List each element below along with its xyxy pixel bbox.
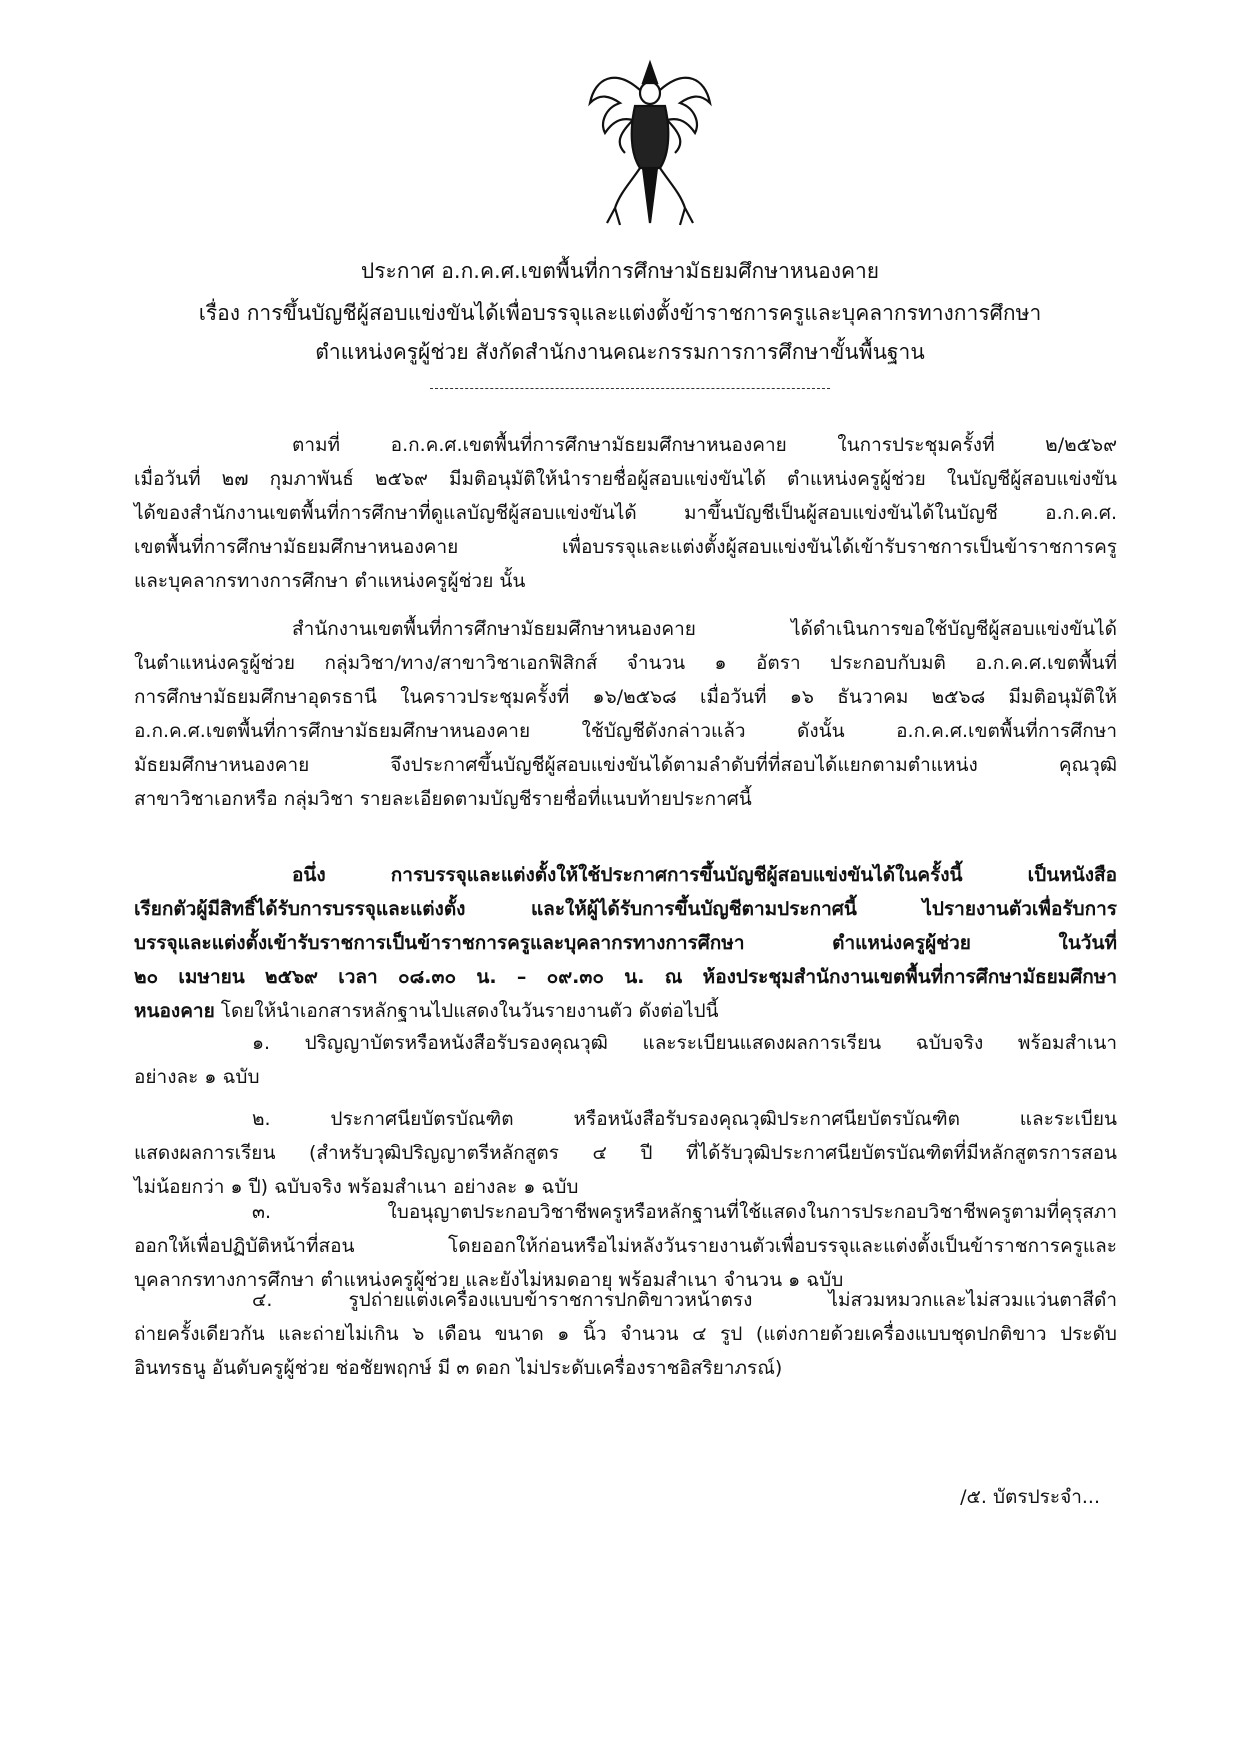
document-item-4 [134, 1283, 1117, 1385]
text-line [134, 1060, 1117, 1094]
text-line [134, 994, 1117, 1028]
text-line-content: ๓. ใบอนุญาตประกอบวิชาชีพครูหรือหลักฐานที่ใช้แสดงในการประกอบวิชาชีพครูตามที่คุรุสภา [252, 1201, 1117, 1223]
text-line [134, 960, 1117, 994]
text-line-content: ในตำแหน่งครูผู้ช่วย กลุ่มวิชา/ทาง/สาขาวิชาเอกฟิสิกส์ จำนวน ๑ อัตรา ประกอบกับมติ อ.ก.ค.ศ.เขตพื้นที่ [134, 652, 1117, 674]
text-line-content: อนึ่ง การบรรจุและแต่งตั้งให้ใช้ประกาศการขึ้นบัญชีผู้สอบแข่งขันได้ในครั้งนี้ เป็นหนังสือ [292, 864, 1117, 886]
text-line-content: อ.ก.ค.ศ.เขตพื้นที่การศึกษามัธยมศึกษาหนองคาย ใช้บัญชีดังกล่าวแล้ว ดังนั้น อ.ก.ค.ศ.เขตพื้นที่การศึกษา [134, 720, 1117, 742]
text-line [134, 462, 1117, 496]
text-line-content: ตามที่ อ.ก.ค.ศ.เขตพื้นที่การศึกษามัธยมศึกษาหนองคาย ในการประชุมครั้งที่ ๒/๒๕๖๙ [292, 434, 1117, 456]
text-line-content: ๒. ประกาศนียบัตรบัณฑิต หรือหนังสือรับรองคุณวุฒิประกาศนียบัตรบัณฑิต และระเบียน [252, 1108, 1117, 1130]
text-line-content: เรียกตัวผู้มีสิทธิ์ได้รับการบรรจุและแต่งตั้ง และให้ผู้ได้รับการขึ้นบัญชีตามประกาศนี้ ไปรายงานตัวเพื่อรับการ [134, 898, 1117, 920]
text-line-content: เมื่อวันที่ ๒๗ กุมภาพันธ์ ๒๕๖๙ มีมติอนุมัติให้นำรายชื่อผู้สอบแข่งขันได้ ตำแหน่งครูผู้ช่วย ในบัญชีผู้สอบแข่งขัน [134, 468, 1117, 490]
next-page-continuation: /๕. บัตรประจำ... [960, 1486, 1100, 1508]
text-line-content: บรรจุและแต่งตั้งเข้ารับราชการเป็นข้าราชการครูและบุคลากรทางการศึกษา ตำแหน่งครูผู้ช่วย ในวันที่ [134, 932, 1117, 954]
text-line [134, 892, 1117, 926]
paragraph-resolution [134, 428, 1117, 598]
text-line-content: มัธยมศึกษาหนองคาย จึงประกาศขึ้นบัญชีผู้สอบแข่งขันได้ตามลำดับที่ที่สอบได้แยกตามตำแหน่ง คุณวุฒิ [134, 754, 1117, 776]
text-line-content: และบุคลากรทางการศึกษา ตำแหน่งครูผู้ช่วย นั้น [134, 570, 526, 592]
text-line-content: สาขาวิชาเอกหรือ กลุ่มวิชา รายละเอียดตามบัญชีรายชื่อที่แนบท้ายประกาศนี้ [134, 788, 752, 810]
text-line [134, 530, 1117, 564]
text-line [134, 1026, 1117, 1060]
announcement-subject: เรื่อง การขึ้นบัญชีผู้สอบแข่งขันได้เพื่อบรรจุและแต่งตั้งข้าราชการครูและบุคลากรทางการศึกษา [198, 301, 1042, 325]
document-item-1 [134, 1026, 1117, 1094]
paragraph-report-instruction [134, 858, 1117, 1028]
text-line [134, 714, 1117, 748]
text-line [134, 680, 1117, 714]
text-line-content: แสดงผลการเรียน (สำหรับวุฒิปริญญาตรีหลักสูตร ๔ ปี ที่ได้รับวุฒิประกาศนียบัตรบัณฑิตที่มีหลักสูตรการสอน [134, 1142, 1117, 1164]
text-line [134, 858, 1117, 892]
text-line [134, 612, 1117, 646]
text-line-content: ๒๐ เมษายน ๒๕๖๙ เวลา ๐๘.๓๐ น. – ๐๙.๓๐ น. ณ ห้องประชุมสำนักงานเขตพื้นที่การศึกษามัธยมศึกษา [134, 966, 1117, 988]
text-line-content: ออกให้เพื่อปฏิบัติหน้าที่สอน โดยออกให้ก่อนหรือไม่หลังวันรายงานตัวเพื่อบรรจุและแต่งตั้งเป็นข้าราชการครูและ [134, 1235, 1117, 1257]
text-line [134, 1283, 1117, 1317]
document-item-2 [134, 1102, 1117, 1204]
announcement-position: ตำแหน่งครูผู้ช่วย สังกัดสำนักงานคณะกรรมการการศึกษาขั้นพื้นฐาน [315, 340, 925, 364]
text-line-content: ๔. รูปถ่ายแต่งเครื่องแบบข้าราชการปกติขาวหน้าตรง ไม่สวมหมวกและไม่สวมแว่นตาสีดำ [252, 1289, 1117, 1311]
text-line-content: ไม่น้อยกว่า ๑ ปี) ฉบับจริง พร้อมสำเนา อย่างละ ๑ ฉบับ [134, 1176, 579, 1198]
text-line [134, 1136, 1117, 1170]
text-line-content: เขตพื้นที่การศึกษามัธยมศึกษาหนองคาย เพื่อบรรจุและแต่งตั้งผู้สอบแข่งขันได้เข้ารับราชการเป็นข้าราชการครู [134, 536, 1117, 558]
text-line-content: บุคลากรทางการศึกษา ตำแหน่งครูผู้ช่วย และยังไม่หมดอายุ พร้อมสำเนา จำนวน ๑ ฉบับ [134, 1269, 844, 1291]
text-line [134, 1195, 1117, 1229]
paragraph-list-usage [134, 612, 1117, 816]
text-line-content: อย่างละ ๑ ฉบับ [134, 1066, 260, 1088]
text-line [134, 782, 1117, 816]
document-item-3 [134, 1195, 1117, 1297]
text-line [134, 496, 1117, 530]
announcement-title: ประกาศ อ.ก.ค.ศ.เขตพื้นที่การศึกษามัธยมศึกษาหนองคาย [360, 259, 880, 283]
text-line [134, 1317, 1117, 1351]
text-line [134, 564, 1117, 598]
text-line [134, 748, 1117, 782]
text-line-content: หนองคาย [134, 1000, 215, 1022]
text-line [134, 646, 1117, 680]
text-line [134, 926, 1117, 960]
text-line [134, 1102, 1117, 1136]
text-line [134, 1351, 1117, 1385]
text-line-content: ได้ของสำนักงานเขตพื้นที่การศึกษาที่ดูแลบัญชีผู้สอบแข่งขันได้ มาขึ้นบัญชีเป็นผู้สอบแข่งขันได้ในบัญชี อ.ก.ค.ศ. [134, 502, 1117, 524]
text-line-content: สำนักงานเขตพื้นที่การศึกษามัธยมศึกษาหนองคาย ได้ดำเนินการขอใช้บัญชีผู้สอบแข่งขันได้ [292, 618, 1117, 640]
header-divider [430, 388, 830, 389]
text-line [134, 428, 1117, 462]
text-line-content: ถ่ายครั้งเดียวกัน และถ่ายไม่เกิน ๖ เดือน ขนาด ๑ นิ้ว จำนวน ๔ รูป (แต่งกายด้วยเครื่องแบบชุดปกติขาว ประดับ [134, 1323, 1117, 1345]
garuda-emblem [585, 58, 715, 233]
text-line [134, 1229, 1117, 1263]
text-line-content: ๑. ปริญญาบัตรหรือหนังสือรับรองคุณวุฒิ และระเบียนแสดงผลการเรียน ฉบับจริง พร้อมสำเนา [252, 1032, 1117, 1054]
text-line-content: อินทรธนู อันดับครูผู้ช่วย ช่อชัยพฤกษ์ มี ๓ ดอก ไม่ประดับเครื่องราชอิสริยาภรณ์) [134, 1357, 783, 1379]
text-line-content: การศึกษามัธยมศึกษาอุดรธานี ในคราวประชุมครั้งที่ ๑๖/๒๕๖๘ เมื่อวันที่ ๑๖ ธันวาคม ๒๕๖๘ มีมติอนุมัติให้ [134, 686, 1117, 708]
text-line-tail: โดยให้นำเอกสารหลักฐานไปแสดงในวันรายงานตัว ดังต่อไปนี้ [214, 1000, 719, 1022]
